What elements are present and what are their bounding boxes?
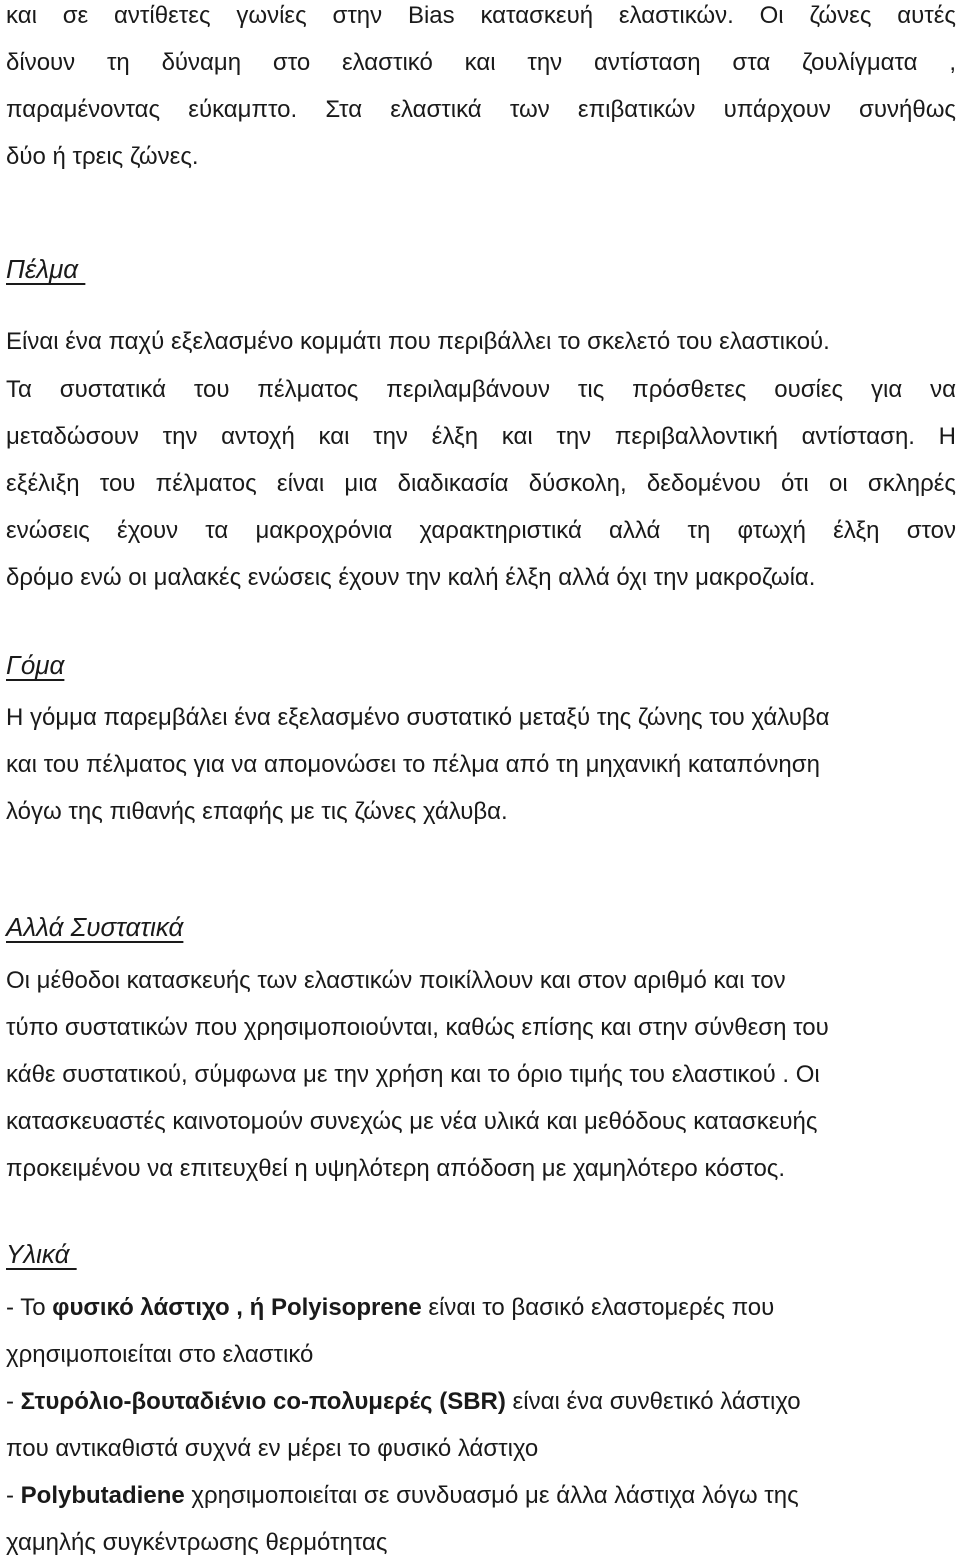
text-line: εξέλιξη του πέλματος είναι μια διαδικασία δύσκολη, δεδομένου ότι οι σκληρές xyxy=(6,470,956,497)
section-heading-alla-systatika: Αλλά Συστατικά xyxy=(6,912,184,942)
list-dash: - xyxy=(6,1482,21,1509)
text-line: Οι μέθοδοι κατασκευής των ελαστικών ποικίλλουν και στον αριθμό και τον xyxy=(6,967,786,994)
section-heading-pelma: Πέλμα xyxy=(6,254,86,284)
text-line: μεταδώσουν την αντοχή και την έλξη και την περιβαλλοντική αντίσταση. Η xyxy=(6,423,956,450)
list-item xyxy=(6,1378,956,1425)
list-item-continuation: που αντικαθιστά συχνά εν μέρει το φυσικό λάστιχο xyxy=(6,1435,539,1462)
material-name: Polybutadiene xyxy=(20,1482,185,1509)
text-line: Είναι ένα παχύ εξελασμένο κομμάτι που περιβάλλει το σκελετό του ελαστικού. xyxy=(6,328,830,355)
text-line: λόγω της πιθανής επαφής με τις ζώνες χάλυβα. xyxy=(6,798,508,825)
list-dash: - xyxy=(6,1294,21,1321)
text-line: δίνουν τη δύναμη στο ελαστικό και την αντίσταση στα ζουλίγματα , xyxy=(6,49,956,76)
text-line: και σε αντίθετες γωνίες στην Bias κατασκευή ελαστικών. Οι ζώνες αυτές xyxy=(6,2,956,29)
pelma-first-line xyxy=(6,318,956,365)
section-heading-ylika: Υλικά xyxy=(6,1239,77,1269)
goma-paragraph xyxy=(6,694,956,835)
pelma-paragraph xyxy=(6,366,956,601)
material-name: Στυρόλιο-βουταδιένιο co-πολυμερές (SBR) xyxy=(20,1388,506,1415)
list-item-text: χρησιμοποιείται σε συνδυασμό με άλλα λάστιχα λόγω της xyxy=(184,1482,799,1509)
text-line: κατασκευαστές καινοτομούν συνεχώς με νέα υλικά και μεθόδους κατασκευής xyxy=(6,1108,818,1135)
text-line: κάθε συστατικού, σύμφωνα με την χρήση και το όριο τιμής του ελαστικού . Οι xyxy=(6,1061,820,1088)
list-item-continuation: χρησιμοποιείται στο ελαστικό xyxy=(6,1341,314,1368)
text-line: τύπο συστατικών που χρησιμοποιούνται, καθώς επίσης και στην σύνθεση του xyxy=(6,1014,829,1041)
intro-paragraph xyxy=(6,0,956,180)
text-line: και του πέλματος για να απομονώσει το πέλμα από τη μηχανική καταπόνηση xyxy=(6,751,820,778)
section-heading-goma: Γόμα xyxy=(6,650,65,680)
text-line: δρόμο ενώ οι μαλακές ενώσεις έχουν την καλή έλξη αλλά όχι την μακροζωία. xyxy=(6,564,816,591)
alla-paragraph xyxy=(6,957,956,1192)
text-line: δύο ή τρεις ζώνες. xyxy=(6,143,199,170)
text-line: προκειμένου να επιτευχθεί η υψηλότερη απόδοση με χαμηλότερο κόστος. xyxy=(6,1155,786,1182)
list-item xyxy=(6,1472,956,1519)
text-line: Η γόμμα παρεμβάλει ένα εξελασμένο συστατικό μεταξύ της ζώνης του χάλυβα xyxy=(6,704,830,731)
list-item xyxy=(6,1284,956,1331)
material-name: φυσικό λάστιχο , ή Polyisoprene xyxy=(52,1294,422,1321)
text-line: ενώσεις έχουν τα μακροχρόνια χαρακτηριστικά αλλά τη φτωχή έλξη στον xyxy=(6,517,956,544)
list-item-continuation: χαμηλής συγκέντρωσης θερμότητας xyxy=(6,1529,388,1556)
list-item-text: Το xyxy=(20,1294,53,1321)
list-dash: - xyxy=(6,1388,21,1415)
ylika-list xyxy=(6,1284,956,1566)
list-item-text: είναι το βασικό ελαστομερές που xyxy=(421,1294,775,1321)
text-line: Τα συστατικά του πέλματος περιλαμβάνουν τις πρόσθετες ουσίες για να xyxy=(6,376,956,403)
text-line: παραμένοντας εύκαμπτο. Στα ελαστικά των επιβατικών υπάρχουν συνήθως xyxy=(6,96,956,123)
list-item-text: είναι ένα συνθετικό λάστιχο xyxy=(505,1388,801,1415)
